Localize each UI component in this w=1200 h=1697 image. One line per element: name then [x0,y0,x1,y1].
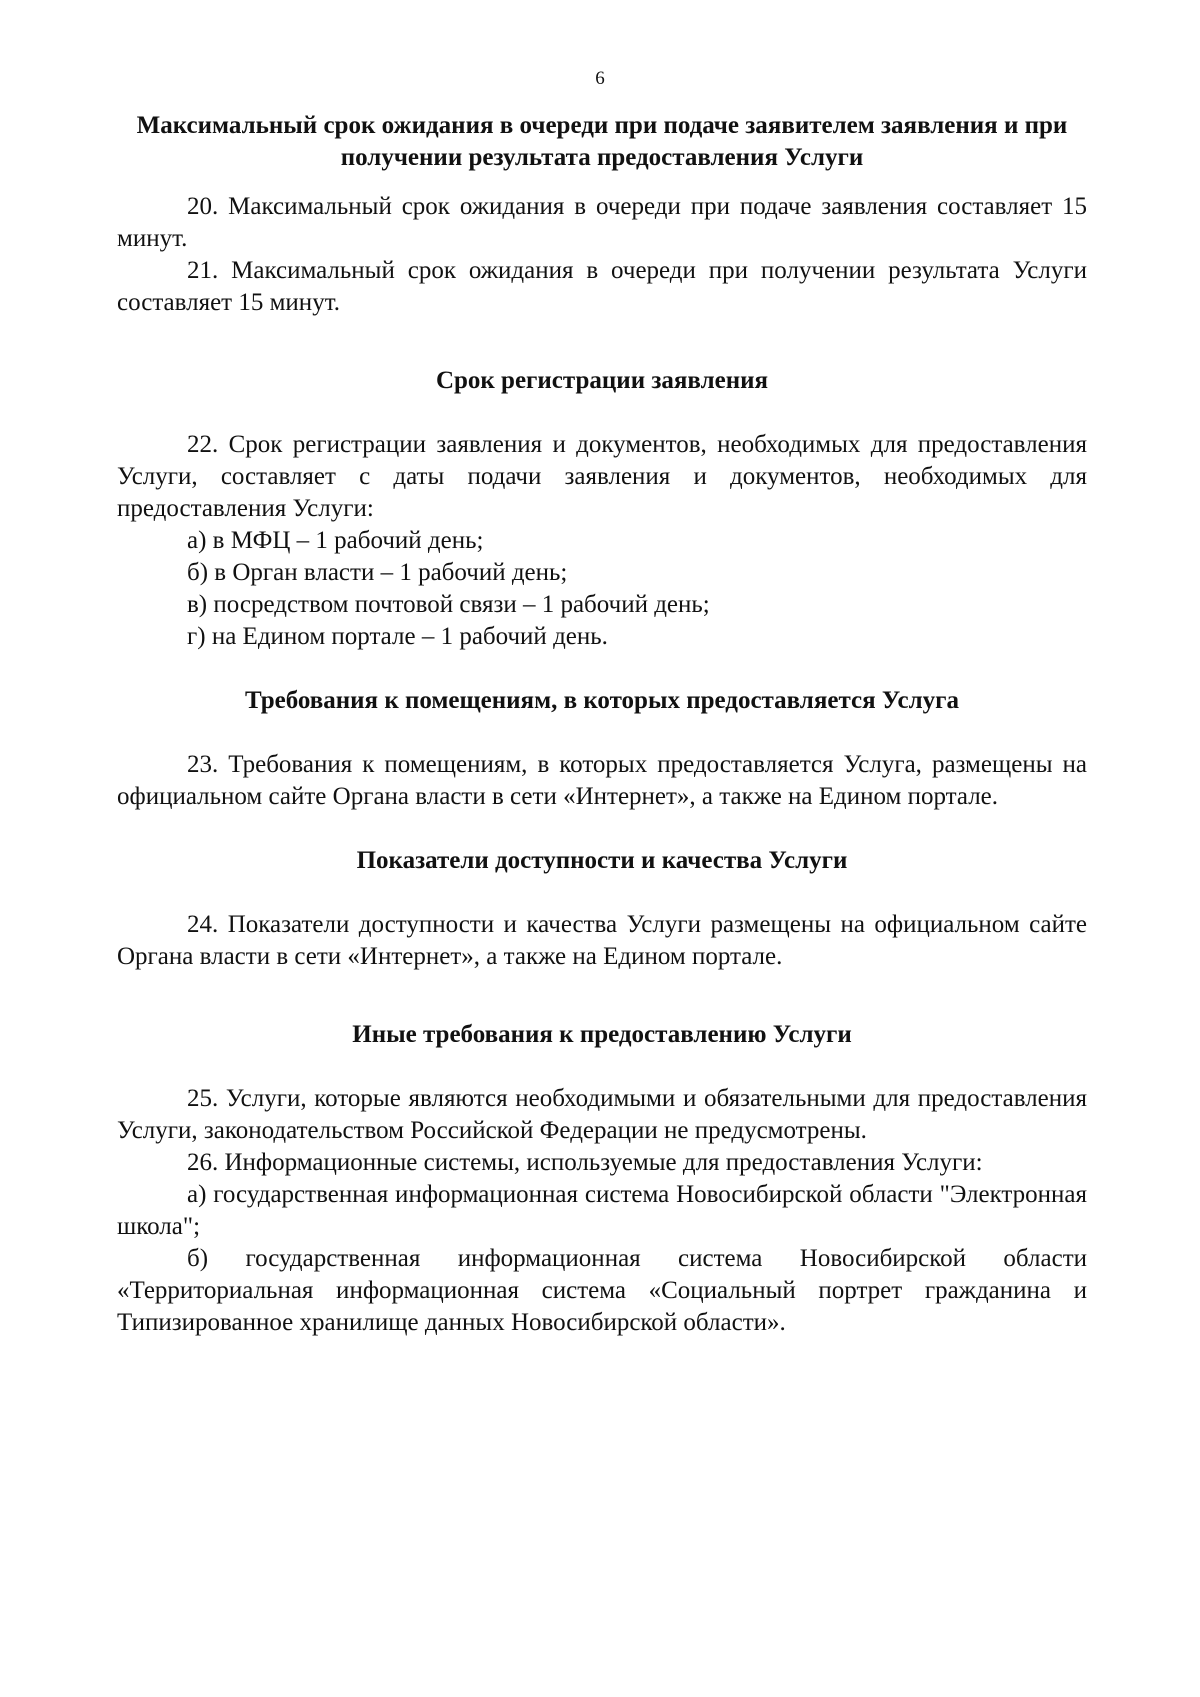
paragraph-20: 20. Максимальный срок ожидания в очереди при подаче заявления составляет 15 минут. [117,193,1087,252]
list-item-b: б) в Орган власти – 1 рабочий день; [187,559,568,586]
paragraph-24: 24. Показатели доступности и качества Услуги размещены на официальном сайте Органа власти в сети «Интернет», а также на Едином портале. [117,911,1087,970]
paragraph-21: 21. Максимальный срок ожидания в очереди при получении результата Услуги составляет 15 минут. [117,257,1087,316]
paragraph-23: 23. Требования к помещениям, в которых предоставляется Услуга, размещены на официальном сайте Органа власти в сети «Интернет», а также на Едином портале. [117,751,1087,810]
document-body [117,110,1087,1339]
section-heading-premises: Требования к помещениям, в которых предоставляется Услуга [244,687,960,714]
paragraph-25: 25. Услуги, которые являются необходимыми и обязательными для предоставления Услуги, законодательством Российской Федерации не предусмотрены. [117,1085,1087,1144]
list-item-a: а) в МФЦ – 1 рабочий день; [187,527,484,554]
page-number: 6 [595,68,605,89]
list-item-d: г) на Едином портале – 1 рабочий день. [187,623,608,650]
paragraph-26: 26. Информационные системы, используемые для предоставления Услуги: [187,1149,983,1176]
list-item-c: в) посредством почтовой связи – 1 рабочий день; [187,591,710,618]
section-heading-registration-term: Срок регистрации заявления [435,367,769,394]
paragraph-26-b: б) государственная информационная система Новосибирской области «Территориальная информационная система «Социальный портрет гражданина и Типизированное хранилище данных Новосибирской области». [117,1245,1087,1336]
paragraph-22: 22. Срок регистрации заявления и документов, необходимых для предоставления Услуги, составляет с даты подачи заявления и документов, необходимых для предоставления Услуги: [117,431,1087,522]
section-heading-other-requirements: Иные требования к предоставлению Услуги [352,1021,852,1048]
paragraph-26-a: а) государственная информационная система Новосибирской области "Электронная школа"; [117,1181,1087,1240]
section-heading-queue-time: Максимальный срок ожидания в очереди при подаче заявителем заявления и при получении результата предоставления Услуги [136,112,1068,171]
section-heading-quality-indicators: Показатели доступности и качества Услуги [356,847,848,874]
